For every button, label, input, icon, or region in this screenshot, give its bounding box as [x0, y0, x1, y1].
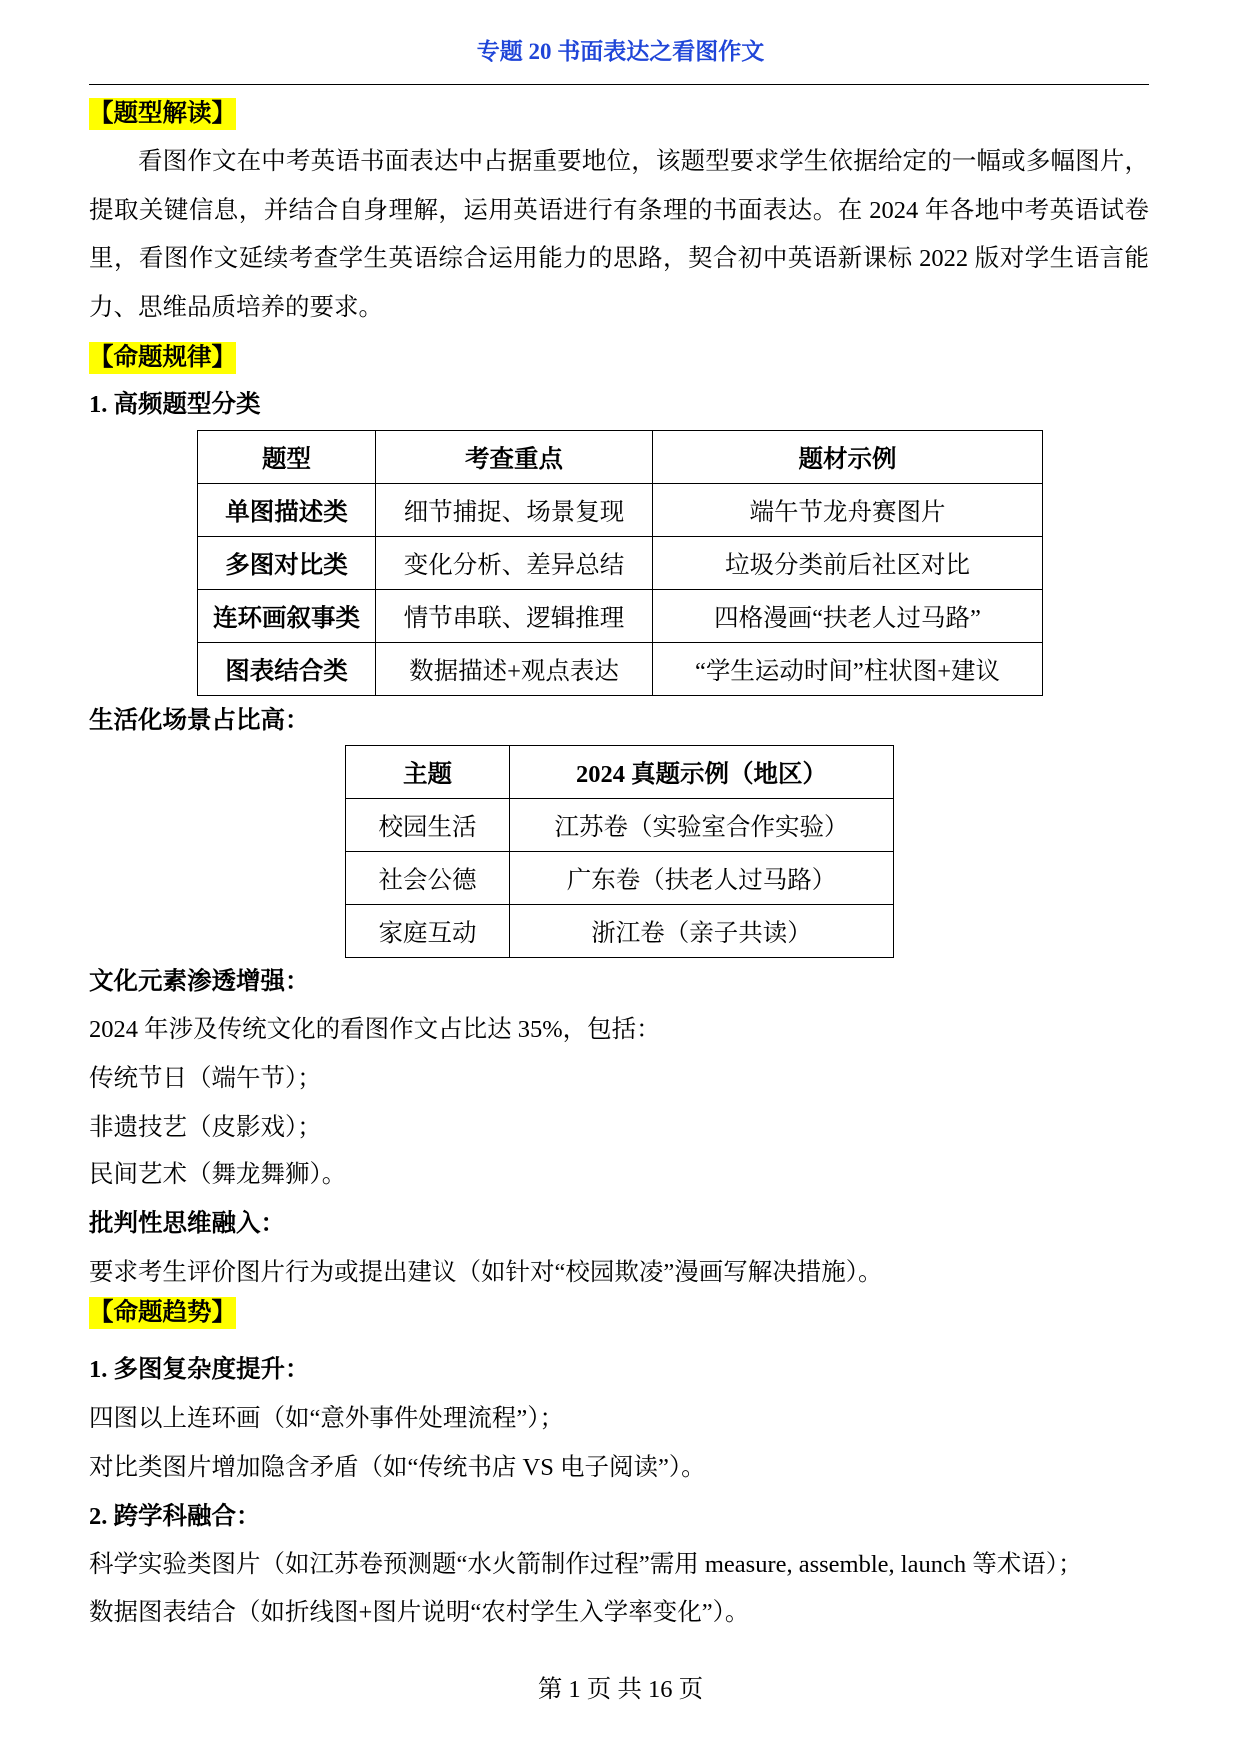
table-cell: 多图对比类 — [198, 537, 376, 590]
table-cell: 变化分析、差异总结 — [376, 537, 653, 590]
culture-line: 2024 年涉及传统文化的看图作文占比达 35%，包括： — [89, 1016, 661, 1043]
header-rule — [89, 84, 1149, 85]
trend-item-title: 2. 跨学科融合： — [89, 1503, 261, 1530]
table-cell: 江苏卷（实验室合作实验） — [510, 799, 894, 852]
culture-line: 非遗技艺（皮影戏）； — [89, 1114, 322, 1141]
table-row — [198, 537, 1043, 590]
table-header-row — [198, 431, 1043, 484]
theme-example-table — [345, 745, 894, 958]
trend-item-line: 对比类图片增加隐含矛盾（如“传统书店 VS 电子阅读”）。 — [89, 1454, 706, 1481]
trend-item-line: 科学实验类图片（如江苏卷预测题“水火箭制作过程”需用 measure, assemble, launch 等术语）； — [89, 1551, 1083, 1578]
culture-line: 传统节日（端午节）； — [89, 1065, 322, 1092]
question-type-table — [197, 430, 1043, 696]
table-header-cell: 题型 — [198, 431, 376, 484]
table-cell: 图表结合类 — [198, 643, 376, 696]
subheading-question-types: 1. 高频题型分类 — [89, 391, 261, 418]
table-cell: 校园生活 — [346, 799, 510, 852]
critical-thinking-label: 批判性思维融入： — [89, 1210, 285, 1237]
culture-line: 民间艺术（舞龙舞狮）。 — [89, 1161, 347, 1188]
table-header-cell: 题材示例 — [653, 431, 1043, 484]
interpretation-paragraph: 看图作文在中考英语书面表达中占据重要地位，该题型要求学生依据给定的一幅或多幅图片，提取关键信息，并结合自身理解，运用英语进行有条理的书面表达。在 2024 年各地中考英语试卷里，看图作文延续考查学生英语综合运用能力的思路，契合初中英语新课标 2022 版对学生语言能力、思维品质培养的要求。 — [89, 148, 1149, 321]
table-cell: 四格漫画“扶老人过马路” — [653, 590, 1043, 643]
table-header-cell: 考查重点 — [376, 431, 653, 484]
table-row — [198, 643, 1043, 696]
table-cell: 浙江卷（亲子共读） — [510, 905, 894, 958]
table-header-row — [346, 746, 894, 799]
table-row — [346, 905, 894, 958]
table-cell: “学生运动时间”柱状图+建议 — [653, 643, 1043, 696]
table-cell: 家庭互动 — [346, 905, 510, 958]
table-row — [198, 484, 1043, 537]
table-row — [346, 852, 894, 905]
table-header-cell: 2024 真题示例（地区） — [510, 746, 894, 799]
table-cell: 情节串联、逻辑推理 — [376, 590, 653, 643]
table-cell: 单图描述类 — [198, 484, 376, 537]
critical-thinking-text: 要求考生评价图片行为或提出建议（如针对“校园欺凌”漫画写解决措施）。 — [89, 1259, 883, 1286]
table-row — [346, 799, 894, 852]
table-cell: 广东卷（扶老人过马路） — [510, 852, 894, 905]
table-cell: 数据描述+观点表达 — [376, 643, 653, 696]
trend-item-line: 数据图表结合（如折线图+图片说明“农村学生入学率变化”）。 — [89, 1599, 750, 1626]
table-cell: 细节捕捉、场景复现 — [376, 484, 653, 537]
section-heading-trends: 【命题趋势】 — [89, 1297, 236, 1329]
trend-item-title: 1. 多图复杂度提升： — [89, 1356, 310, 1383]
table-cell: 连环画叙事类 — [198, 590, 376, 643]
page-title: 专题 20 书面表达之看图作文 — [476, 39, 765, 64]
table-cell: 垃圾分类前后社区对比 — [653, 537, 1043, 590]
trend-item-line: 四图以上连环画（如“意外事件处理流程”）； — [89, 1405, 564, 1432]
life-scene-label: 生活化场景占比高： — [89, 707, 310, 734]
table-header-cell: 主题 — [346, 746, 510, 799]
page-number: 第 1 页 共 16 页 — [537, 1676, 704, 1703]
section-heading-patterns: 【命题规律】 — [89, 342, 236, 374]
table-cell: 社会公德 — [346, 852, 510, 905]
table-cell: 端午节龙舟赛图片 — [653, 484, 1043, 537]
section-heading-interpretation: 【题型解读】 — [89, 98, 236, 130]
table-row — [198, 590, 1043, 643]
culture-label: 文化元素渗透增强： — [89, 968, 310, 995]
